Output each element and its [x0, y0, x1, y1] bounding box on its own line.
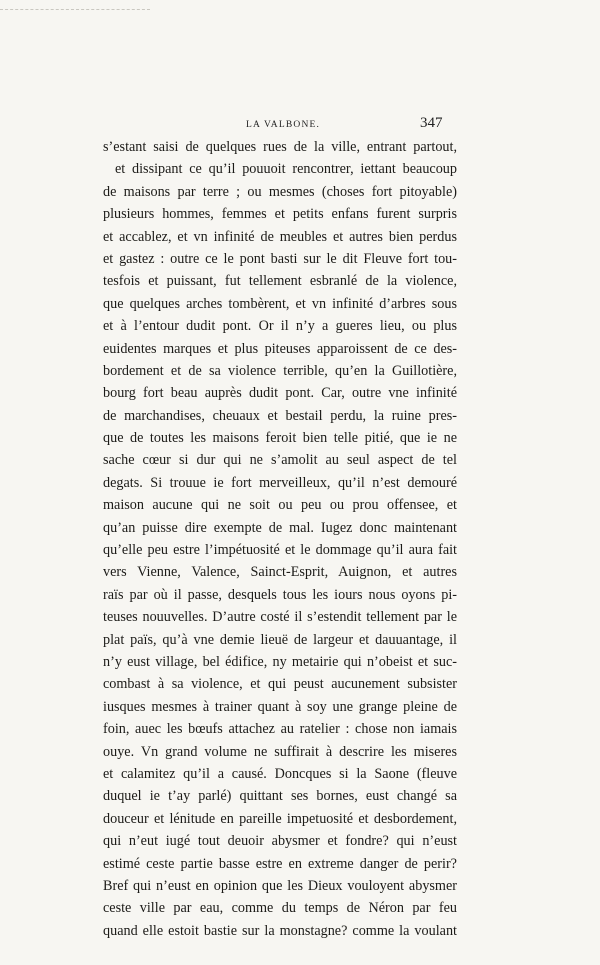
text-line: foin, auec les bœufs attachez au ratelier : chose non iamais	[103, 721, 457, 738]
body-text	[103, 136, 457, 942]
text-line: de maisons par terre ; ou mesmes (choses fort pitoyable)	[103, 183, 457, 200]
text-line: de marchandises, cheuaux et bestail perdu, la ruine pres-	[103, 407, 457, 424]
text-line: qu’elle peu estre l’impétuosité et le dommage qu’il aura fait	[103, 542, 457, 559]
text-line: s’estant saisi de quelques rues de la ville, entrant partout,	[103, 139, 457, 155]
text-line: que de toutes les maisons feroit bien telle pitié, que ie ne	[103, 430, 457, 447]
text-line: n’y eust village, bel édifice, ny metairie qui n’obeist et suc-	[103, 653, 457, 670]
text-line: et gastez : outre ce le pont basti sur le dit Fleuve fort tou-	[103, 250, 457, 267]
text-line: et calamitez qu’il a causé. Doncques si la Saone (fleuve	[103, 765, 457, 782]
text-line: qu’an puisse dire exempte de mal. Iugez donc maintenant	[103, 519, 457, 536]
text-line: que quelques arches tombèrent, et vn infinité d’arbres sous	[103, 295, 457, 312]
text-line: ceste ville par eau, comme du temps de Néron par feu	[103, 900, 457, 917]
text-line: tesfois et puissant, fut tellement esbranlé de la violence,	[103, 273, 457, 290]
text-line: teuses nouuvelles. D’autre costé il s’estendit tellement par le	[103, 609, 457, 626]
text-line: douceur et lénitude en pareille impetuosité et desbordement,	[103, 810, 457, 827]
text-line: iusques mesmes à trainer quant à soy une grange pleine de	[103, 698, 457, 715]
text-line: vers Vienne, Valence, Sainct-Esprit, Auignon, et autres	[103, 564, 457, 581]
text-line: estimé ceste partie basse estre en extreme danger de perir?	[103, 855, 457, 872]
text-line: et accablez, et vn infinité de meubles et autres bien perdus	[103, 228, 457, 245]
text-line: plat païs, qu’à vne demie lieuë de largeur et dauuantage, il	[103, 631, 457, 648]
text-line: Bref qui n’eust en opinion que les Dieux vouloyent abysmer	[103, 877, 457, 894]
text-line: et à l’entour dudit pont. Or il n’y a gueres lieu, ou plus	[103, 318, 457, 335]
text-line: bourg fort beau auprès dudit pont. Car, outre vne infinité	[103, 385, 457, 402]
text-line: ouye. Vn grand volume ne suffirait à descrire les miseres	[103, 743, 457, 760]
text-line: qui n’eut iugé tout deuoir abysmer et fondre? qui n’eust	[103, 833, 457, 850]
scan-edge-rule	[0, 9, 150, 10]
text-line: maison aucune qui ne soit ou peu ou prou offensee, et	[103, 497, 457, 514]
text-line: et dissipant ce qu’il pouuoit rencontrer, iettant beaucoup	[115, 161, 457, 178]
text-line: quand elle estoit bastie sur la monstagne? comme la voulant	[103, 922, 457, 939]
text-line: euidentes marques et plus piteuses apparoissent de ce des-	[103, 340, 457, 357]
text-line: bordement et de sa violence terrible, qu’en la Guillotière,	[103, 362, 457, 379]
page-number: 347	[420, 115, 443, 131]
text-line: duquel ie t’ay parlé) quittant ses bornes, eust changé sa	[103, 788, 457, 805]
text-line: sache cœur si dur qui ne s’amolit au seul aspect de tel	[103, 452, 457, 469]
text-line: combast à sa violence, et qui peust aucunement subsister	[103, 676, 457, 693]
running-head: LA VALBONE.	[246, 120, 321, 130]
text-line: degats. Si trouue ie fort merveilleux, qu’il n’est demouré	[103, 474, 457, 491]
text-line: raïs par où il passe, desquels tous les iours nous oyons pi-	[103, 586, 457, 603]
text-line: plusieurs hommes, femmes et petits enfans furent surpris	[103, 206, 457, 223]
